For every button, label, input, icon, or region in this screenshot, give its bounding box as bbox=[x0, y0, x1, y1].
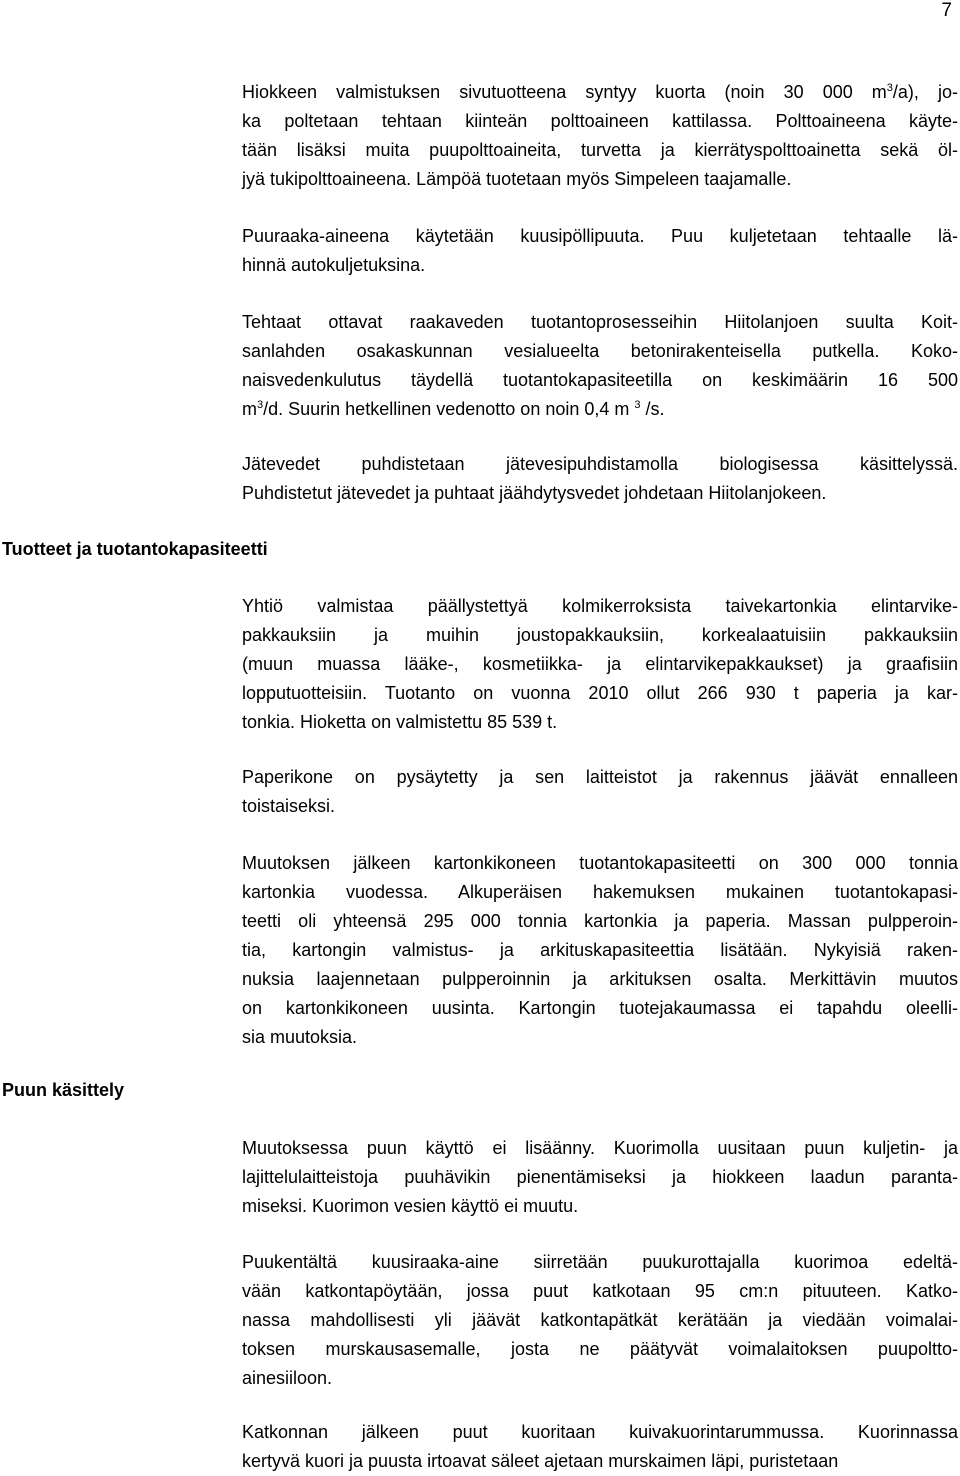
text-run: Katkonnan jälkeen puut kuoritaan kuivakuorintarummussa. Kuorinnassa bbox=[242, 1422, 958, 1442]
text-run: Puuraaka-aineena käytetään kuusipöllipuuta. Puu kuljetetaan tehtaalle lä- bbox=[242, 226, 958, 246]
text-line bbox=[242, 165, 958, 194]
section-heading-products: Tuotteet ja tuotantokapasiteetti bbox=[2, 539, 268, 559]
paragraph bbox=[242, 1248, 958, 1393]
paragraph bbox=[242, 763, 958, 821]
text-run: teetti oli yhteensä 295 000 tonnia kartonkia ja paperia. Massan pulpperoin- bbox=[242, 911, 958, 931]
text-run: pakkauksiin ja muihin joustopakkauksiin, korkealaatuisiin pakkauksiin bbox=[242, 625, 958, 645]
text-run: ka poltetaan tehtaan kiinteän polttoaineen kattilassa. Polttoaineena käyte- bbox=[242, 111, 958, 131]
text-run: naisvedenkulutus täydellä tuotantokapasiteetilla on keskimäärin 16 500 bbox=[242, 370, 958, 390]
text-run: Hiokkeen valmistuksen sivutuotteena syntyy kuorta (noin 30 000 m bbox=[242, 82, 887, 102]
text-line bbox=[242, 708, 958, 737]
section-heading-wood-handling: Puun käsittely bbox=[2, 1080, 125, 1100]
text-line bbox=[242, 1248, 958, 1277]
text-line bbox=[242, 479, 958, 508]
text-line bbox=[242, 763, 958, 792]
text-run: Yhtiö valmistaa päällystettyä kolmikerroksista taivekartonkia elintarvike- bbox=[242, 596, 958, 616]
text-run: vään katkontapöytään, jossa puut katkotaan 95 cm:n pituuteen. Katko- bbox=[242, 1281, 958, 1301]
text-run: sia muutoksia. bbox=[242, 1027, 358, 1047]
text-run: tään lisäksi muita puupolttoaineita, turvetta ja kierrätyspolttoainetta sekä öl- bbox=[242, 140, 958, 160]
text-line bbox=[242, 251, 958, 280]
text-run: hinnä autokuljetuksina. bbox=[242, 255, 426, 275]
superscript: 3 bbox=[257, 399, 264, 411]
text-line bbox=[242, 621, 958, 650]
text-run: Muutoksen jälkeen kartonkikoneen tuotantokapasiteetti on 300 000 tonnia bbox=[242, 853, 958, 873]
text-run: /a), jo- bbox=[892, 82, 958, 102]
text-run: toistaiseksi. bbox=[242, 796, 336, 816]
text-run: /d. Suurin hetkellinen vedenotto on noin 0,4 m bbox=[263, 399, 635, 419]
text-run: Tehtaat ottavat raakaveden tuotantoprosesseihin Hiitolanjoen suulta Koit- bbox=[242, 312, 958, 332]
superscript: 3 bbox=[886, 82, 893, 94]
paragraph bbox=[242, 1134, 958, 1221]
text-line bbox=[242, 1418, 958, 1447]
text-line bbox=[242, 222, 958, 251]
text-line bbox=[242, 878, 958, 907]
text-line bbox=[242, 1335, 958, 1364]
text-line bbox=[242, 965, 958, 994]
text-run: Paperikone on pysäytetty ja sen laitteistot ja rakennus jäävät ennalleen bbox=[242, 767, 958, 787]
paragraph bbox=[242, 592, 958, 737]
text-line bbox=[242, 792, 958, 821]
text-run: kertyvä kuori ja puusta irtoavat säleet ajetaan murskaimen läpi, puristetaan bbox=[242, 1451, 839, 1471]
page-number: 7 bbox=[941, 0, 952, 21]
text-run: toksen murskausasemalle, josta ne päätyvät voimalaitoksen puupoltto- bbox=[242, 1339, 958, 1359]
text-line bbox=[242, 450, 958, 479]
text-run: sanlahden osakaskunnan vesialueelta betonirakenteisella putkella. Koko- bbox=[242, 341, 958, 361]
text-run: Puhdistetut jätevedet ja puhtaat jäähdytysvedet johdetaan Hiitolanjokeen. bbox=[242, 483, 827, 503]
text-run: Puukentältä kuusiraaka-aine siirretään puukurottajalla kuorimoa edeltä- bbox=[242, 1252, 958, 1272]
text-line bbox=[242, 1447, 958, 1476]
text-line bbox=[242, 679, 958, 708]
text-line bbox=[242, 1023, 958, 1052]
text-line bbox=[242, 1134, 958, 1163]
text-run: lajittelulaitteistoja puuhävikin pienentämiseksi ja hiokkeen laadun paranta- bbox=[242, 1167, 958, 1187]
text-run: Muutoksessa puun käyttö ei lisäänny. Kuorimolla uusitaan puun kuljetin- ja bbox=[242, 1138, 958, 1158]
text-run: /s. bbox=[640, 399, 665, 419]
text-line bbox=[242, 136, 958, 165]
text-line bbox=[242, 849, 958, 878]
text-run: nuksia laajennetaan pulpperoinnin ja arkituksen osalta. Merkittävin muutos bbox=[242, 969, 958, 989]
text-run: lopputuotteisiin. Tuotanto on vuonna 2010 ollut 266 930 t paperia ja kar- bbox=[242, 683, 958, 703]
text-run: on kartonkikoneen uusinta. Kartongin tuotejakaumassa ei tapahdu oleelli- bbox=[242, 998, 958, 1018]
paragraph bbox=[242, 308, 958, 424]
text-line bbox=[242, 1364, 958, 1393]
text-run: Jätevedet puhdistetaan jätevesipuhdistamolla biologisessa käsittelyssä. bbox=[242, 454, 958, 474]
text-line bbox=[242, 994, 958, 1023]
text-line bbox=[242, 907, 958, 936]
text-line bbox=[242, 592, 958, 621]
text-run: tonkia. Hioketta on valmistettu 85 539 t. bbox=[242, 712, 558, 732]
text-run: jyä tukipolttoaineena. Lämpöä tuotetaan myös Simpeleen taajamalle. bbox=[242, 169, 792, 189]
paragraph bbox=[242, 849, 958, 1052]
paragraph bbox=[242, 78, 958, 194]
text-run: miseksi. Kuorimon vesien käyttö ei muutu. bbox=[242, 1196, 579, 1216]
text-run: kartonkia vuodessa. Alkuperäisen hakemuksen mukainen tuotantokapasi- bbox=[242, 882, 958, 902]
text-line bbox=[242, 366, 958, 395]
paragraph bbox=[242, 450, 958, 508]
text-run: (muun muassa lääke-, kosmetiikka- ja elintarvikepakkaukset) ja graafisiin bbox=[242, 654, 958, 674]
text-line bbox=[242, 650, 958, 679]
text-line bbox=[242, 308, 958, 337]
text-run: m bbox=[242, 399, 257, 419]
text-line bbox=[242, 936, 958, 965]
paragraph bbox=[242, 222, 958, 280]
text-run: ainesiiloon. bbox=[242, 1368, 333, 1388]
text-run: nassa mahdollisesti yli jäävät katkontapätkät kerätään ja viedään voimalai- bbox=[242, 1310, 958, 1330]
text-line bbox=[242, 1306, 958, 1335]
text-run: tia, kartongin valmistus- ja arkituskapasiteettia lisätään. Nykyisiä raken- bbox=[242, 940, 958, 960]
text-line bbox=[242, 1163, 958, 1192]
text-line bbox=[242, 1277, 958, 1306]
text-line bbox=[242, 107, 958, 136]
text-line bbox=[242, 1192, 958, 1221]
text-line bbox=[242, 395, 958, 424]
text-line bbox=[242, 337, 958, 366]
text-line bbox=[242, 78, 958, 107]
paragraph bbox=[242, 1418, 958, 1476]
superscript: 3 bbox=[634, 399, 641, 411]
